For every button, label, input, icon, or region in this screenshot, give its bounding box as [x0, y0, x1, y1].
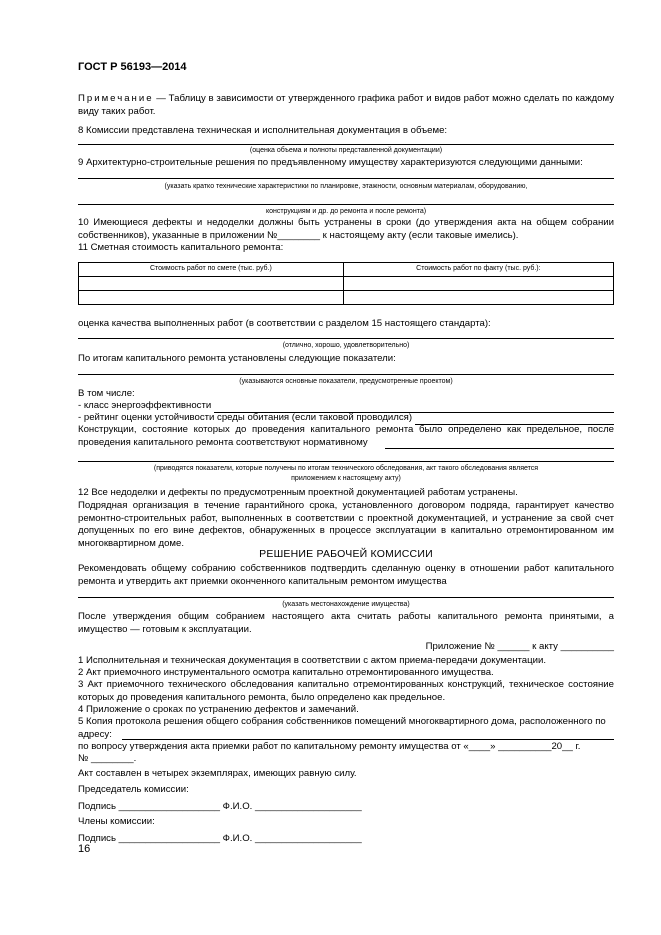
results-caption: (указываются основные показатели, предусмотренные проектом) — [239, 378, 453, 385]
members-label: Члены комиссии: — [78, 816, 155, 827]
fill-line — [78, 461, 614, 462]
chair-label: Председатель комиссии: — [78, 784, 189, 795]
members-signature-line: Подпись ___________________ Ф.И.О. ____________________ — [78, 833, 362, 844]
section-10-text: 10 Имеющиеся дефекты и недоделки должны быть устранены в сроки (до утверждения акта на общем собрании собственников), указанные в приложении №________ к настоящему акту (если таковые имелись). — [78, 217, 614, 241]
cost-table-header-estimate: Стоимость работ по смете (тыс. руб.) — [79, 263, 344, 277]
fill-line — [78, 597, 614, 598]
constructions-caption-1: (приводятся показатели, которые получены по итогам технического обследования, акт такого обследования является — [153, 465, 539, 472]
decision-caption: (указать местонахождение имущества) — [282, 601, 410, 608]
attachment-1: 1 Исполнительная и техническая документация в соответствии с актом приема-передачи документации. — [78, 655, 546, 666]
fill-line — [78, 178, 614, 179]
cost-table — [78, 262, 614, 305]
section-12-text: 12 Все недоделки и дефекты по предусмотренным проектной документацией работам устранены. — [78, 487, 518, 498]
appendix-reference: Приложение № ______ к акту __________ — [425, 641, 614, 652]
cost-table-header-actual: Стоимость работ по факту (тыс. руб.): — [343, 263, 613, 277]
section-8-text: 8 Комиссии представлена техническая и исполнительная документация в объеме: — [78, 125, 448, 136]
fill-line — [78, 144, 614, 145]
attachment-5: 5 Копия протокола решения общего собрания собственников помещений многоквартирного дома, расположенного по адресу: — [78, 716, 606, 740]
fill-line — [122, 739, 614, 740]
table-cell — [79, 276, 344, 290]
note-paragraph — [78, 93, 614, 118]
fill-line — [415, 414, 614, 425]
page-number: 16 — [78, 843, 91, 855]
results-text: По итогам капитального ремонта установлены следующие показатели: — [78, 353, 396, 364]
attachment-5-date: по вопросу утверждения акта приемки работ по капитальному ремонту имущества от «____» __________20__ г. — [78, 741, 581, 752]
section-9-text: 9 Архитектурно-строительные решения по предъявленному имуществу характеризуются следующими данными: — [78, 157, 583, 168]
decision-after-text: После утверждения общим собранием настоящего акта считать работы капитального ремонта принятыми, а имущество — готовым к эксплуатации. — [78, 611, 614, 635]
sustainability-row — [78, 412, 614, 425]
section-9-caption-2: конструкциям и др. до ремонта и после ремонта) — [265, 208, 427, 215]
including-label: В том числе: — [78, 388, 135, 399]
quality-text: оценка качества выполненных работ (в соответствии с разделом 15 настоящего стандарта): — [78, 318, 491, 329]
document-header: ГОСТ Р 56193—2014 — [78, 61, 187, 73]
decision-text: Рекомендовать общему собранию собственников подтвердить сделанную оценку в отношении работ капитального ремонта и утвердить акт приемки оконченного капитальным ремонтом имущества — [78, 563, 614, 587]
guarantee-text: Подрядная организация в течение гарантийного срока, установленного договором подряда, гарантирует качество ремонтно-строительных работ, выполненных в соответствии с проектной документацией, и устранение за свой счет допущенных по его вине дефектов, обнаруженных в процессе эксплуатации в капитально отремонтированном им многоквартирном доме. — [78, 500, 614, 549]
table-cell — [343, 290, 613, 304]
copies-text: Акт составлен в четырех экземплярах, имеющих равную силу. — [78, 768, 357, 779]
energy-class-row — [78, 400, 614, 413]
sustainability-label: - рейтинг оценки устойчивости среды обитания (если таковой проводился) — [78, 412, 413, 423]
energy-class-label: - класс энергоэффективности — [78, 400, 212, 411]
section-8-caption: (оценка объема и полноты представленной документации) — [249, 147, 443, 154]
decision-heading: РЕШЕНИЕ РАБОЧЕЙ КОМИССИИ — [259, 548, 433, 560]
table-cell — [343, 276, 613, 290]
note-text: — Таблицу в зависимости от утвержденного графика работ и видов работ можно сделать по каждому виду таких работ. — [78, 93, 614, 117]
fill-line — [78, 374, 614, 375]
fill-line — [385, 448, 614, 449]
attachment-3: 3 Акт приемочного технического обследования капитально отремонтированных конструкций, техническое состояние которых до проведения капитального ремонта, было определено как предельное. — [78, 679, 614, 703]
constructions-caption-2: приложением к настоящему акту) — [291, 475, 401, 482]
fill-line — [214, 402, 614, 413]
table-row — [79, 263, 614, 277]
table-cell — [79, 290, 344, 304]
constructions-text: Конструкции, состояние которых до проведения капитального ремонта было определено как предельное, после проведения капитального ремонта соответствуют нормативному — [78, 424, 614, 448]
attachment-4: 4 Приложение о сроках по устранению дефектов и замечаний. — [78, 704, 359, 715]
chair-signature-line: Подпись ___________________ Ф.И.О. ____________________ — [78, 801, 362, 812]
fill-line — [78, 204, 614, 205]
section-11-text: 11 Сметная стоимость капитального ремонта: — [78, 242, 284, 253]
quality-caption: (отлично, хорошо, удовлетворительно) — [282, 342, 410, 349]
table-row — [79, 276, 614, 290]
section-9-caption-1: (указать кратко технические характеристики по планировке, этажности, основным материалам, оборудованию, — [164, 183, 528, 190]
note-label: Примечание — [78, 93, 154, 104]
attachment-5-number: № ________. — [78, 753, 137, 764]
table-row — [79, 290, 614, 304]
fill-line — [78, 338, 614, 339]
attachment-2: 2 Акт приемочного инструментального осмотра капитально отремонтированного имущества. — [78, 667, 494, 678]
